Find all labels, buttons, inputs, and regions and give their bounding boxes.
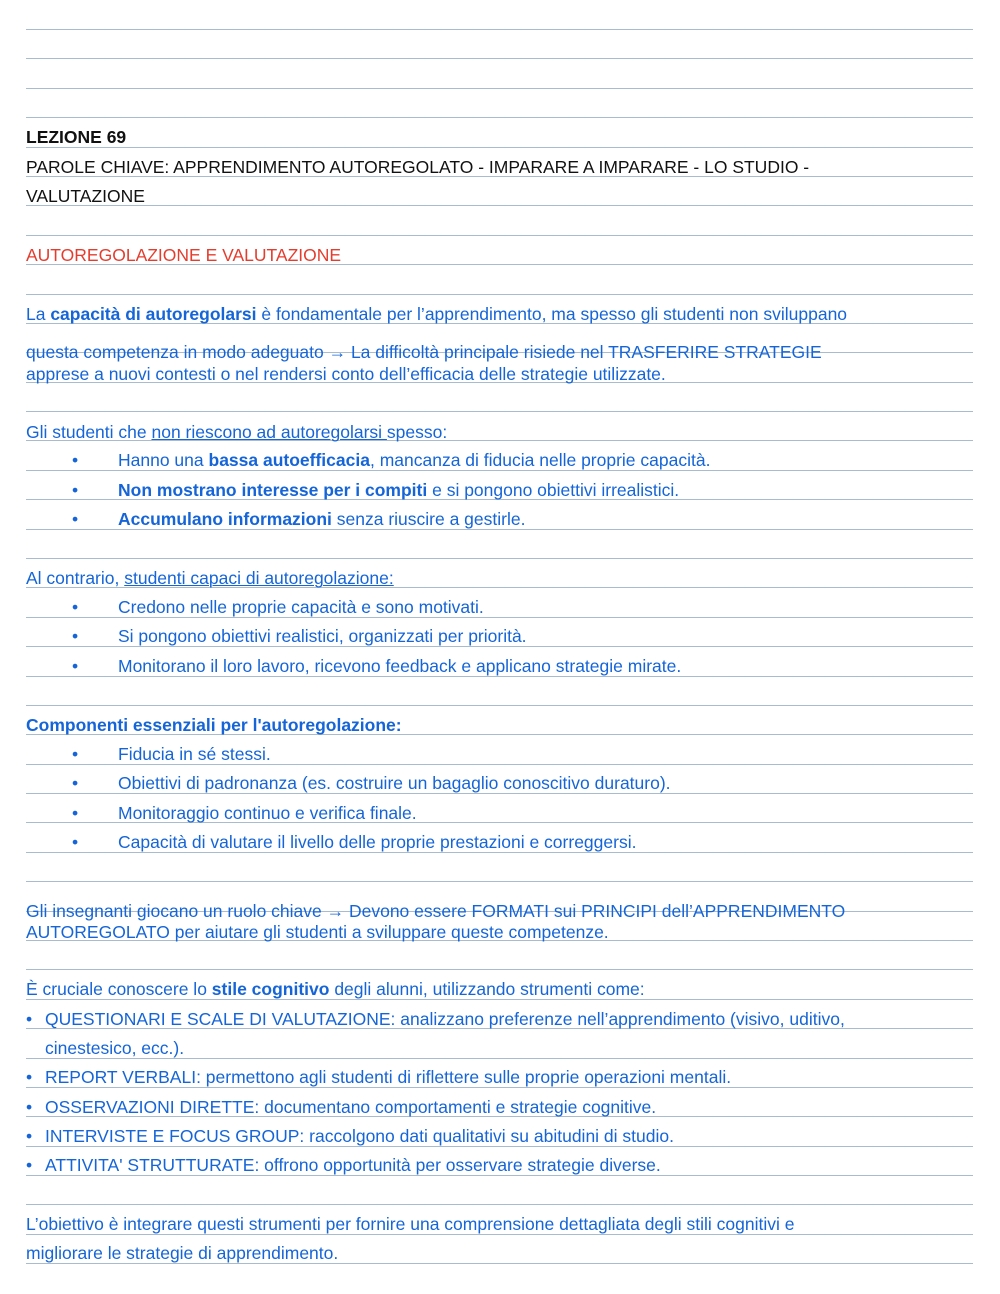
list-item: Capacità di valutare il livello delle proprie prestazioni e correggersi. xyxy=(118,832,637,852)
components-heading: Componenti essenziali per l'autoregolazione: xyxy=(26,715,402,735)
ruled-line xyxy=(26,558,973,559)
intro-line-1 xyxy=(26,304,847,324)
conclusion-line-1: L’obiettivo è integrare questi strumenti per fornire una comprensione dettagliata degli stili cognitivi e xyxy=(26,1214,795,1234)
list-item: OSSERVAZIONI DIRETTE: documentano comportamenti e strategie cognitive. xyxy=(45,1097,657,1117)
intro-line-2: questa competenza in modo adeguato → La difficoltà principale risiede nel TRASFERIRE STRATEGIE xyxy=(26,342,822,362)
ruled-line xyxy=(26,1087,973,1088)
list-item xyxy=(118,509,525,529)
ruled-line xyxy=(26,1058,973,1059)
bullet: • xyxy=(72,509,79,529)
bullet: • xyxy=(72,656,79,676)
ruled-line xyxy=(26,1175,973,1176)
list-item: INTERVISTE E FOCUS GROUP: raccolgono dati qualitativi su abitudini di studio. xyxy=(45,1126,674,1146)
ruled-line xyxy=(26,646,973,647)
lead-pre: Al contrario, xyxy=(26,568,125,588)
bullet: • xyxy=(26,1067,33,1087)
list-item: Obiettivi di padronanza (es. costruire un bagaglio conoscitivo duraturo). xyxy=(118,773,671,793)
ruled-line xyxy=(26,470,973,471)
intro-bold: capacità di autoregolarsi xyxy=(50,304,257,324)
bullet: • xyxy=(26,1097,33,1117)
lead-pre: È cruciale conoscere lo xyxy=(26,979,212,999)
keywords-line-1: PAROLE CHIAVE: APPRENDIMENTO AUTOREGOLATO - IMPARARE A IMPARARE - LO STUDIO - xyxy=(26,157,810,177)
ruled-line xyxy=(26,881,973,882)
bullet: • xyxy=(72,480,79,500)
lead-pre: Gli studenti che xyxy=(26,422,152,442)
ruled-line xyxy=(26,88,973,89)
lead-post: degli alunni, utilizzando strumenti come: xyxy=(329,979,645,999)
ruled-line xyxy=(26,29,973,30)
teachers-line-2: AUTOREGOLATO per aiutare gli studenti a sviluppare queste competenze. xyxy=(26,922,609,942)
ruled-line xyxy=(26,764,973,765)
bullet: • xyxy=(26,1155,33,1175)
list-item: Si pongono obiettivi realistici, organizzati per priorità. xyxy=(118,626,527,646)
ruled-line xyxy=(26,205,973,206)
bullet: • xyxy=(72,832,79,852)
cognitive-lead xyxy=(26,979,645,999)
bullet: • xyxy=(72,626,79,646)
ruled-line xyxy=(26,58,973,59)
bullet: • xyxy=(26,1126,33,1146)
ruled-line xyxy=(26,852,973,853)
list-item: ATTIVITA' STRUTTURATE: offrono opportunità per osservare strategie diverse. xyxy=(45,1155,661,1175)
lead-underlined: non riescono ad autoregolarsi xyxy=(151,422,387,442)
ruled-line xyxy=(26,294,973,295)
intro-line-3: apprese a nuovi contesti o nel rendersi conto dell’efficacia delle strategie utilizzate. xyxy=(26,364,666,384)
list-item-continuation: cinestesico, ecc.). xyxy=(45,1038,185,1058)
item-post: e si pongono obiettivi irrealistici. xyxy=(427,480,680,500)
ruled-line xyxy=(26,411,973,412)
item-bold: Non mostrano interesse per i compiti xyxy=(118,480,428,500)
bullet: • xyxy=(72,773,79,793)
ruled-line xyxy=(26,999,973,1000)
item-post: senza riuscire a gestirle. xyxy=(331,509,526,529)
ruled-line xyxy=(26,529,973,530)
ruled-line xyxy=(26,117,973,118)
non-autoreg-lead xyxy=(26,422,447,442)
intro-pre: La xyxy=(26,304,51,324)
list-item: Monitoraggio continuo e verifica finale. xyxy=(118,803,417,823)
ruled-line xyxy=(26,235,973,236)
item-post: , mancanza di fiducia nelle proprie capacità. xyxy=(369,450,711,470)
lesson-title: LEZIONE 69 xyxy=(26,127,127,147)
bullet: • xyxy=(72,803,79,823)
section-heading: AUTOREGOLAZIONE E VALUTAZIONE xyxy=(26,245,342,265)
list-item: Monitorano il loro lavoro, ricevono feedback e applicano strategie mirate. xyxy=(118,656,682,676)
list-item xyxy=(118,480,679,500)
ruled-line xyxy=(26,1146,973,1147)
ruled-line xyxy=(26,1204,973,1205)
bullet: • xyxy=(72,744,79,764)
bullet: • xyxy=(72,597,79,617)
ruled-line xyxy=(26,676,973,677)
list-item: QUESTIONARI E SCALE DI VALUTAZIONE: analizzano preferenze nell’apprendimento (visivo, uditivo, xyxy=(45,1009,845,1029)
list-item: REPORT VERBALI: permettono agli studenti di riflettere sulle proprie operazioni mentali. xyxy=(45,1067,732,1087)
teachers-line-1: Gli insegnanti giocano un ruolo chiave → Devono essere FORMATI sui PRINCIPI dell’APPRENDIMENTO xyxy=(26,901,846,921)
keywords-line-2: VALUTAZIONE xyxy=(26,186,145,206)
ruled-line xyxy=(26,793,973,794)
ruled-line xyxy=(26,705,973,706)
ruled-line xyxy=(26,1234,973,1235)
ruled-line xyxy=(26,969,973,970)
ruled-line xyxy=(26,617,973,618)
item-bold: Accumulano informazioni xyxy=(118,509,332,529)
bullet: • xyxy=(26,1009,33,1029)
lead-post: spesso: xyxy=(386,422,448,442)
conclusion-line-2: migliorare le strategie di apprendimento. xyxy=(26,1243,339,1263)
list-item: Credono nelle proprie capacità e sono motivati. xyxy=(118,597,484,617)
lead-bold: stile cognitivo xyxy=(211,979,330,999)
intro-post: è fondamentale per l’apprendimento, ma spesso gli studenti non sviluppano xyxy=(256,304,848,324)
list-item xyxy=(118,450,710,470)
list-item: Fiducia in sé stessi. xyxy=(118,744,271,764)
autoreg-lead xyxy=(26,568,394,588)
bullet: • xyxy=(72,450,79,470)
item-bold: bassa autoefficacia xyxy=(208,450,370,470)
item-pre: Hanno una xyxy=(118,450,209,470)
lead-underlined: studenti capaci di autoregolazione: xyxy=(124,568,394,588)
ruled-line xyxy=(26,147,973,148)
ruled-line xyxy=(26,1263,973,1264)
